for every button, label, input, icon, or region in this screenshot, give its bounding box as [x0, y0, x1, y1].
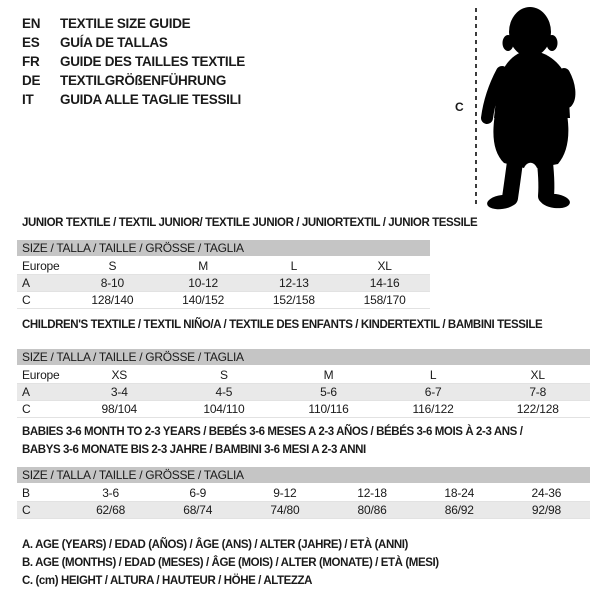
size-header-bar: SIZE / TALLA / TAILLE / GRÖSSE / TAGLIA [17, 240, 430, 256]
junior-table-title: JUNIOR TEXTILE / TEXTIL JUNIOR/ TEXTILE JUNIOR / JUNIORTEXTIL / JUNIOR TESSILE [22, 217, 478, 229]
cell: L [429, 368, 437, 382]
cell: 152/158 [272, 293, 315, 307]
cell: 5-6 [320, 385, 337, 399]
lang-row-de [22, 73, 245, 88]
row-label: B [22, 486, 30, 500]
cell: 110/116 [308, 402, 349, 416]
lang-code: EN [22, 16, 41, 31]
cell: 9-12 [273, 486, 297, 500]
cell: XL [377, 259, 392, 273]
children-size-table [17, 349, 590, 418]
cell: 86/92 [444, 503, 474, 517]
cell: 6-9 [189, 486, 207, 500]
lang-title: TEXTILE SIZE GUIDE [60, 16, 191, 31]
cell: 62/68 [96, 503, 126, 517]
row-label: Europe [22, 368, 60, 382]
babies-table-title-line1: BABIES 3-6 MONTH TO 2-3 YEARS / BEBÉS 3-6 MESES A 2-3 AÑOS / BÉBÉS 3-6 MOIS À 2-3 ANS / [22, 426, 523, 438]
size-header-bar: SIZE / TALLA / TAILLE / GRÖSSE / TAGLIA [17, 467, 590, 483]
cell: 8-10 [100, 276, 124, 290]
lang-title: GUIDA ALLE TAGLIE TESSILI [60, 92, 241, 107]
cell: 92/98 [531, 503, 561, 517]
babies-table-title-line2: BABYS 3-6 MONATE BIS 2-3 JAHRE / BAMBINI 3-6 MESI A 2-3 ANNI [22, 444, 366, 456]
cell: 14-16 [369, 276, 400, 290]
cell: 3-4 [110, 385, 128, 399]
lang-row-fr [22, 54, 245, 69]
cell: M [198, 259, 209, 273]
row-label: Europe [22, 259, 60, 273]
table-row-europe [17, 258, 430, 275]
cell: S [108, 259, 117, 273]
cell: XL [530, 368, 545, 382]
cell: 98/104 [101, 402, 138, 416]
cell: 104/110 [203, 402, 245, 416]
cell: 140/152 [182, 293, 225, 307]
cell: 80/86 [357, 503, 387, 517]
row-label: C [22, 402, 31, 416]
cell: 12-13 [279, 276, 309, 290]
cell: 158/170 [363, 293, 406, 307]
table-row-height [17, 292, 430, 309]
height-measure-dashed-line [475, 8, 477, 206]
cell: 68/74 [183, 503, 213, 517]
lang-row-es [22, 35, 245, 50]
lang-title: TEXTILGRÖßENFÜHRUNG [60, 73, 227, 88]
cell: S [219, 368, 228, 382]
table-row-age [17, 275, 430, 292]
cell: 4-5 [215, 385, 233, 399]
cell: 7-8 [529, 385, 547, 399]
cell: 12-18 [357, 486, 387, 500]
cell: 3-6 [102, 486, 119, 500]
cell: XS [111, 368, 128, 382]
footnote-height: C. (cm) HEIGHT / ALTURA / HAUTEUR / HÖHE / ALTEZZA [22, 575, 313, 587]
lang-row-en [22, 16, 245, 31]
table-row-europe [17, 367, 590, 384]
row-label: A [22, 385, 30, 399]
toddler-silhouette-icon [478, 2, 594, 212]
cell: 18-24 [444, 486, 475, 500]
babies-size-table [17, 467, 590, 519]
table-row-age-months [17, 485, 590, 502]
lang-row-it [22, 92, 245, 107]
table-row-height [17, 401, 590, 418]
cell: 122/128 [516, 402, 559, 416]
height-marker-label: C [455, 100, 464, 114]
row-label: C [22, 503, 31, 517]
children-table-title: CHILDREN'S TEXTILE / TEXTIL NIÑO/A / TEXTILE DES ENFANTS / KINDERTEXTIL / BAMBINI TESSILE [22, 319, 543, 331]
footnote-age-years: A. AGE (YEARS) / EDAD (AÑOS) / ÂGE (ANS) / ALTER (JAHRE) / ETÀ (ANNI) [22, 539, 408, 551]
table-row-age [17, 384, 590, 401]
lang-code: ES [22, 35, 40, 50]
lang-title: GUÍA DE TALLAS [60, 35, 168, 50]
cell: M [323, 368, 334, 382]
junior-size-table [17, 240, 430, 309]
cell: 24-36 [531, 486, 562, 500]
lang-title: GUIDE DES TAILLES TEXTILE [60, 54, 246, 69]
cell: 128/140 [91, 293, 134, 307]
table-row-height [17, 502, 590, 519]
lang-code: DE [22, 73, 41, 88]
row-label: A [22, 276, 30, 290]
cell: 6-7 [424, 385, 442, 399]
cell: L [290, 259, 298, 273]
cell: 116/122 [412, 402, 454, 416]
lang-code: FR [22, 54, 40, 69]
footnote-age-months: B. AGE (MONTHS) / EDAD (MESES) / ÂGE (MOIS) / ALTER (MONATE) / ETÀ (MESI) [22, 557, 439, 569]
language-title-list [22, 16, 245, 111]
row-label: C [22, 293, 31, 307]
size-header-bar: SIZE / TALLA / TAILLE / GRÖSSE / TAGLIA [17, 349, 590, 365]
cell: 10-12 [188, 276, 218, 290]
lang-code: IT [22, 92, 34, 107]
cell: 74/80 [270, 503, 300, 517]
